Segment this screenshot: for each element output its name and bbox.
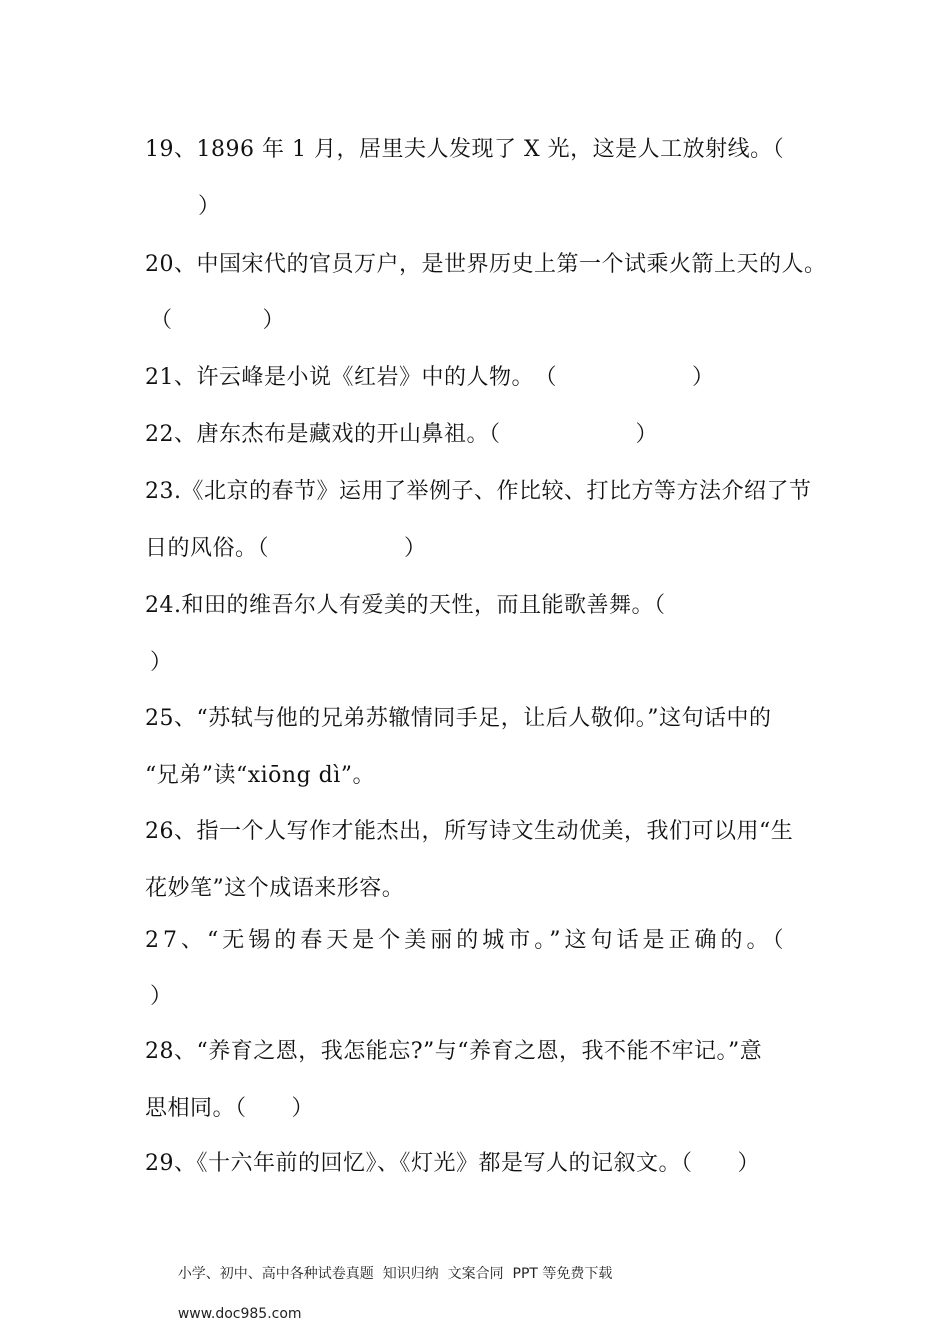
question-19-line-2: ）: [198, 194, 221, 219]
question-26-line-1: 26、指一个人写作才能杰出，所写诗文生动优美，我们可以用“生: [145, 819, 794, 844]
footer-text: 小学、初中、高中各种试卷真题 知识归纳 文案合同 PPT 等免费下载: [177, 1266, 613, 1282]
question-20-line-1: 20、中国宋代的官员万户，是世界历史上第一个试乘火箭上天的人。: [145, 252, 827, 277]
question-19-line-1: 19、1896 年 1 月，居里夫人发现了 X 光，这是人工放射线。（: [145, 137, 785, 162]
question-27-line-2: ）: [150, 984, 173, 1009]
question-22-line-1: 22、唐东杰布是藏戏的开山鼻祖。（ ）: [145, 422, 658, 447]
question-28-line-2: 思相同。（ ）: [145, 1096, 315, 1121]
question-24-line-1: 24.和田的维吾尔人有爱美的天性，而且能歌善舞。（: [145, 593, 666, 618]
page-footer: [160, 1244, 612, 1344]
question-25-line-1: 25、“苏轼与他的兄弟苏辙情同手足，让后人敬仰。”这句话中的: [145, 706, 772, 731]
question-29-line-1: 29、《十六年前的回忆》、《灯光》都是写人的记叙文。（ ）: [145, 1151, 760, 1176]
question-24-line-2: ）: [150, 650, 173, 675]
footer-url-link[interactable]: www.doc985.com: [177, 1306, 302, 1322]
question-21-line-1: 21、许云峰是小说《红岩》中的人物。 （ ）: [145, 365, 715, 390]
question-26-line-2: 花妙笔”这个成语来形容。: [145, 876, 405, 901]
question-27-line-1: 27、“无锡的春天是个美丽的城市。”这句话是正确的。（: [145, 928, 788, 953]
question-20-line-2: （ ）: [150, 308, 286, 333]
question-25-line-2: “兄弟”读“xiōng dì”。: [145, 763, 376, 788]
question-28-line-1: 28、“养育之恩，我怎能忘?”与“养育之恩，我不能不牢记。”意: [145, 1039, 763, 1064]
question-23-line-2: 日的风俗。（ ）: [145, 536, 427, 561]
question-23-line-1: 23.《北京的春节》运用了举例子、作比较、打比方等方法介绍了节: [145, 479, 812, 504]
